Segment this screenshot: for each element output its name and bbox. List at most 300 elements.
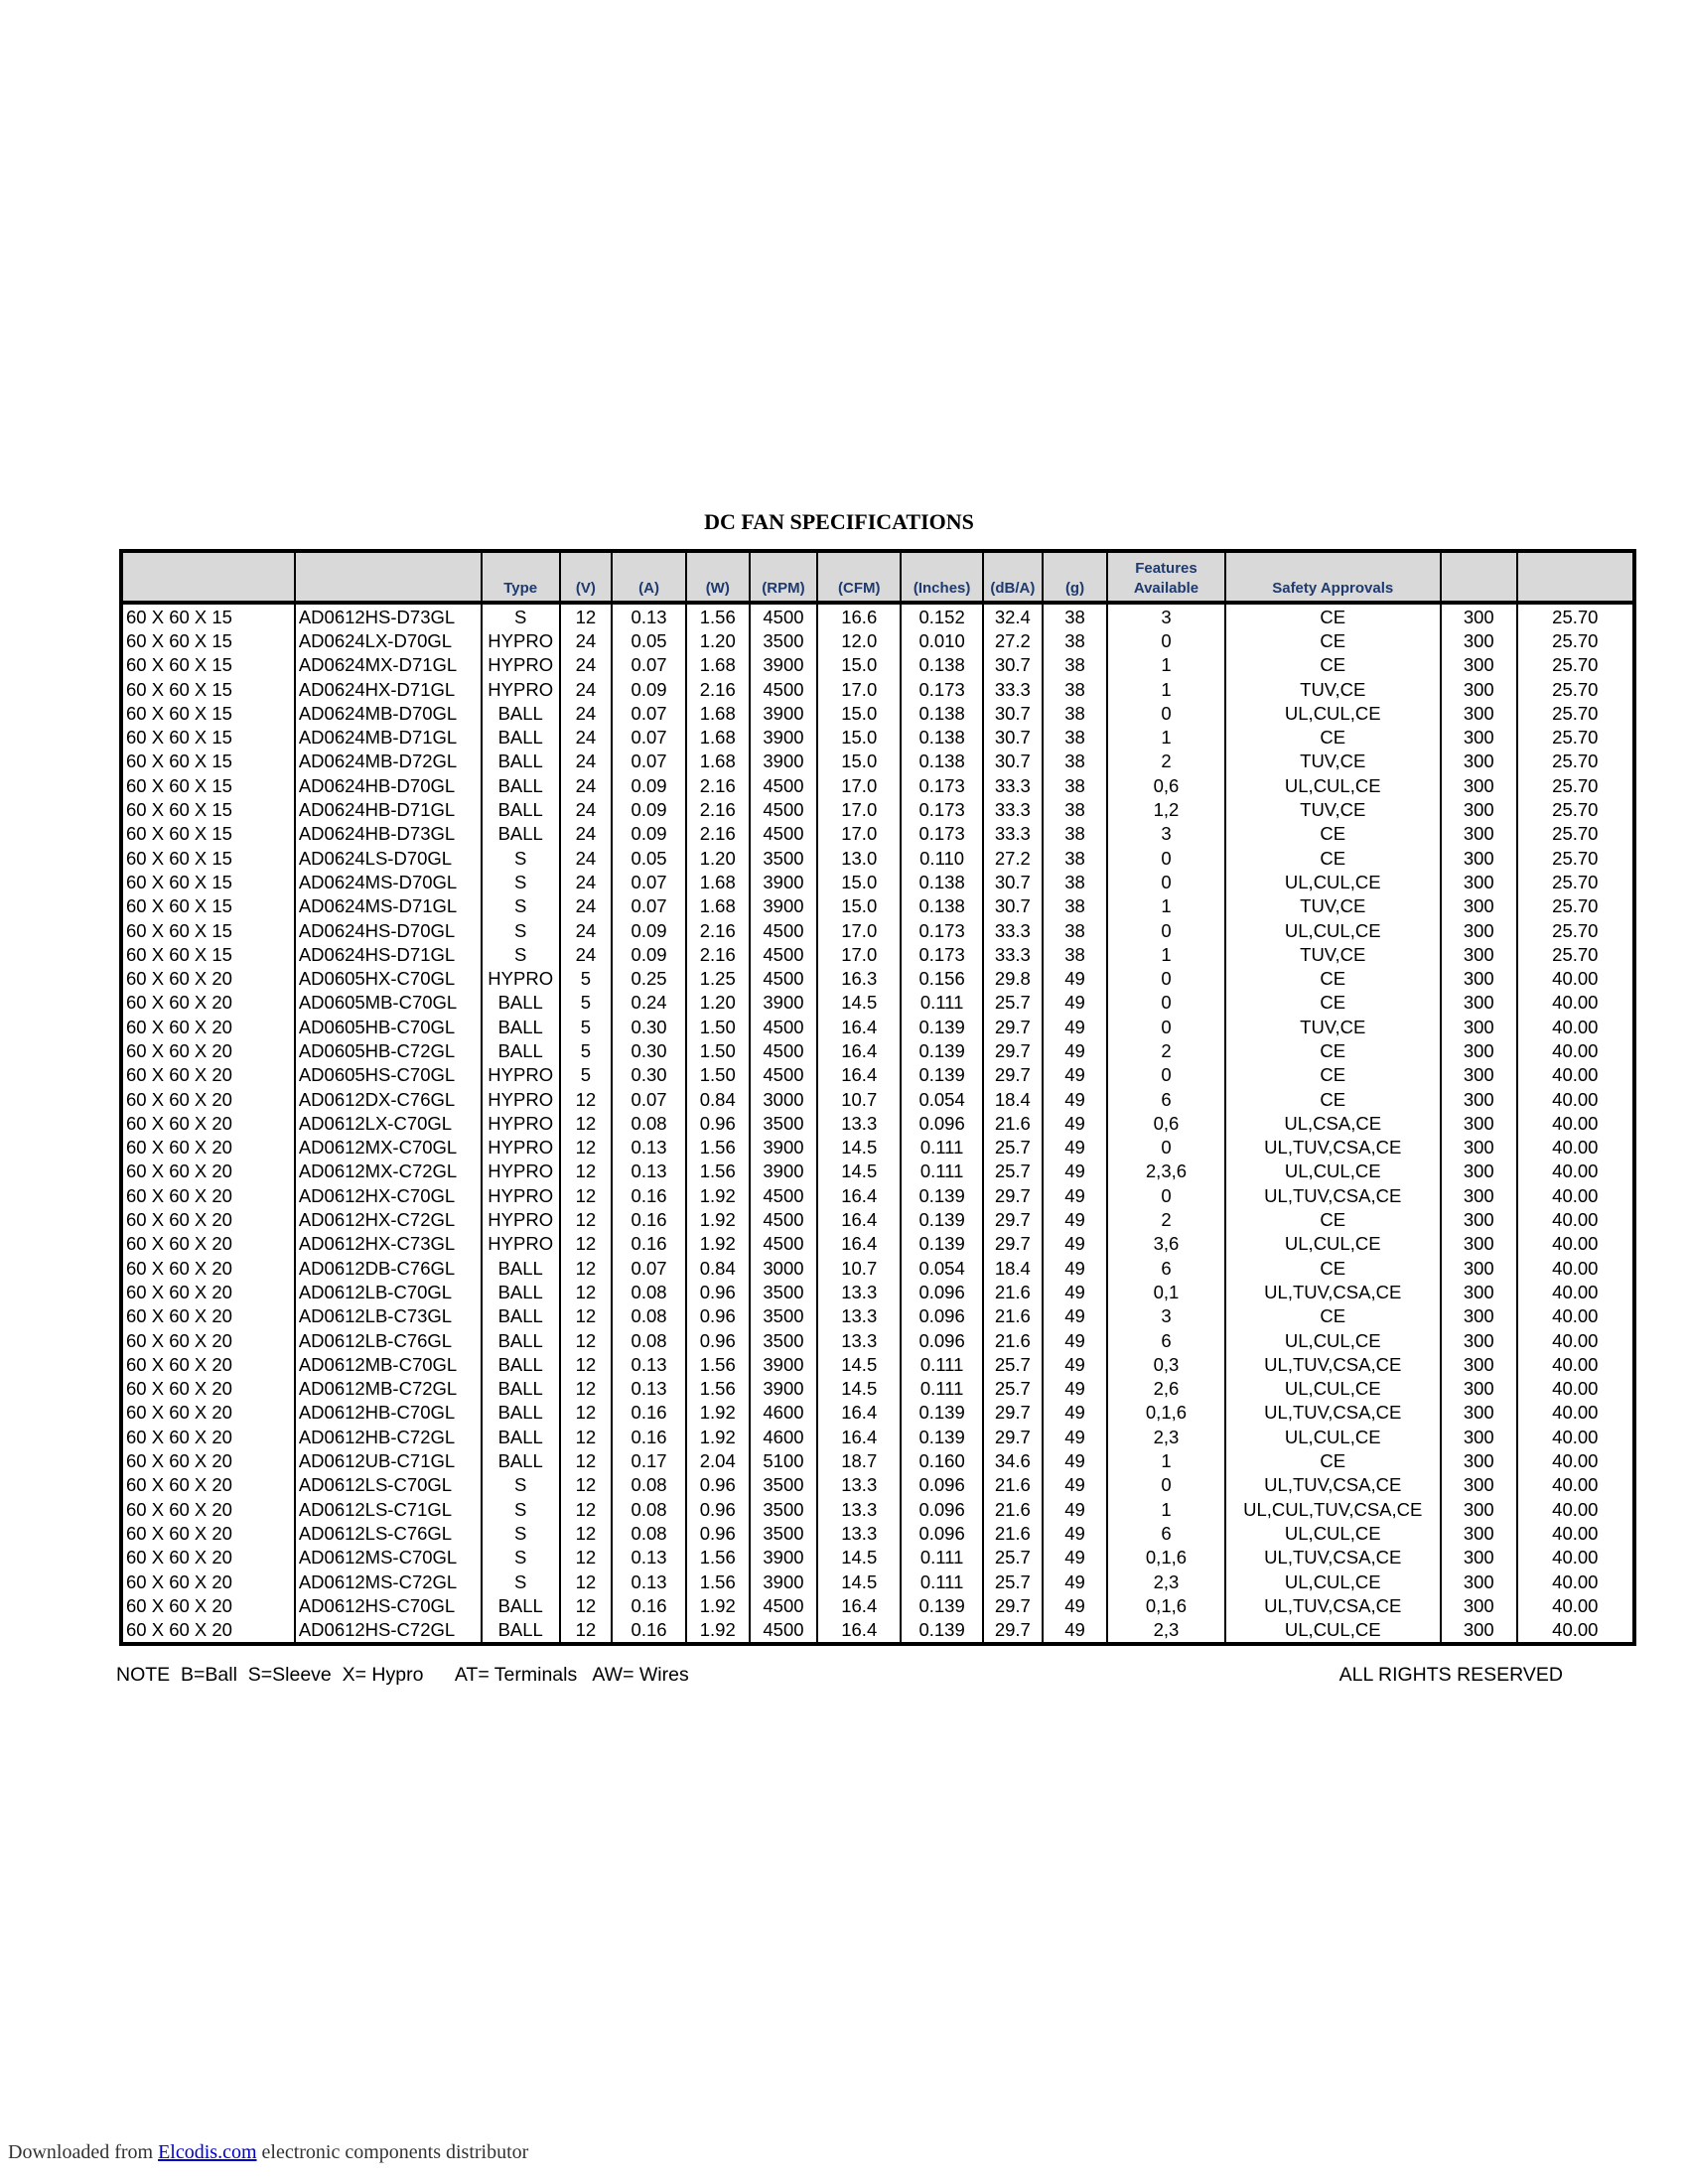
- cell-safety: UL,TUV,CSA,CE: [1225, 1546, 1441, 1570]
- cell-rpm: 4500: [750, 918, 818, 942]
- cell-weight: 49: [1043, 1497, 1108, 1521]
- cell-power: 1.92: [686, 1401, 750, 1425]
- cell-features: 0: [1107, 701, 1224, 725]
- cell-features: 6: [1107, 1087, 1224, 1111]
- table-row: [121, 1183, 1634, 1207]
- cell-current: 0.07: [612, 870, 686, 893]
- cell-noise: 25.7: [983, 1352, 1043, 1376]
- cell-cfm: 15.0: [817, 894, 901, 918]
- cell-safety: UL,TUV,CSA,CE: [1225, 1473, 1441, 1497]
- cell-pressure: 0.173: [901, 773, 983, 797]
- cell-type: BALL: [482, 750, 560, 773]
- cell-current: 0.07: [612, 653, 686, 677]
- cell-features: 1: [1107, 677, 1224, 701]
- cell-size: 60 X 60 X 20: [121, 1328, 295, 1352]
- cell-model: AD0612LX-C70GL: [295, 1111, 482, 1135]
- cell-safety: TUV,CE: [1225, 942, 1441, 966]
- table-row: [121, 870, 1634, 893]
- table-row: [121, 1352, 1634, 1376]
- cell-cfm: 16.4: [817, 1593, 901, 1617]
- cell-model: AD0624MB-D72GL: [295, 750, 482, 773]
- cell-noise: 33.3: [983, 773, 1043, 797]
- cell-type: BALL: [482, 1377, 560, 1401]
- cell-price: 40.00: [1517, 1473, 1634, 1497]
- cell-qty: 300: [1441, 846, 1517, 870]
- cell-current: 0.30: [612, 1015, 686, 1038]
- cell-type: BALL: [482, 725, 560, 749]
- cell-power: 0.96: [686, 1304, 750, 1328]
- cell-type: S: [482, 603, 560, 628]
- table-row: [121, 1593, 1634, 1617]
- cell-current: 0.09: [612, 942, 686, 966]
- cell-features: 1: [1107, 942, 1224, 966]
- cell-pressure: 0.139: [901, 1593, 983, 1617]
- cell-features: 1: [1107, 653, 1224, 677]
- cell-cfm: 13.0: [817, 846, 901, 870]
- cell-type: BALL: [482, 1352, 560, 1376]
- cell-type: HYPRO: [482, 1183, 560, 1207]
- cell-rpm: 3900: [750, 701, 818, 725]
- cell-cfm: 10.7: [817, 1087, 901, 1111]
- cell-qty: 300: [1441, 894, 1517, 918]
- cell-qty: 300: [1441, 603, 1517, 628]
- cell-cfm: 14.5: [817, 1136, 901, 1160]
- footer-prefix: Downloaded from: [8, 2141, 159, 2163]
- cell-type: HYPRO: [482, 677, 560, 701]
- cell-cfm: 16.6: [817, 603, 901, 628]
- cell-current: 0.08: [612, 1111, 686, 1135]
- cell-features: 0,3: [1107, 1352, 1224, 1376]
- cell-pressure: 0.138: [901, 870, 983, 893]
- cell-pressure: 0.139: [901, 1425, 983, 1448]
- cell-qty: 300: [1441, 1207, 1517, 1231]
- cell-model: AD0612MB-C72GL: [295, 1377, 482, 1401]
- cell-noise: 29.7: [983, 1207, 1043, 1231]
- cell-rpm: 4500: [750, 1015, 818, 1038]
- cell-power: 2.16: [686, 677, 750, 701]
- cell-rpm: 4500: [750, 1593, 818, 1617]
- cell-cfm: 16.4: [817, 1038, 901, 1062]
- cell-voltage: 24: [560, 628, 613, 652]
- cell-voltage: 12: [560, 1111, 613, 1135]
- cell-rpm: 4500: [750, 797, 818, 821]
- table-row: [121, 653, 1634, 677]
- cell-size: 60 X 60 X 15: [121, 628, 295, 652]
- cell-cfm: 16.4: [817, 1401, 901, 1425]
- cell-voltage: 24: [560, 822, 613, 846]
- cell-type: S: [482, 846, 560, 870]
- cell-pressure: 0.096: [901, 1328, 983, 1352]
- cell-price: 25.70: [1517, 942, 1634, 966]
- cell-pressure: 0.139: [901, 1183, 983, 1207]
- cell-voltage: 24: [560, 870, 613, 893]
- cell-current: 0.13: [612, 1352, 686, 1376]
- cell-cfm: 16.4: [817, 1015, 901, 1038]
- cell-features: 0: [1107, 628, 1224, 652]
- cell-voltage: 12: [560, 1232, 613, 1256]
- table-row: [121, 1304, 1634, 1328]
- cell-safety: UL,CUL,CE: [1225, 701, 1441, 725]
- cell-model: AD0624MS-D70GL: [295, 870, 482, 893]
- cell-weight: 49: [1043, 1038, 1108, 1062]
- cell-model: AD0612HB-C72GL: [295, 1425, 482, 1448]
- cell-size: 60 X 60 X 15: [121, 918, 295, 942]
- cell-type: HYPRO: [482, 966, 560, 990]
- cell-safety: UL,CUL,CE: [1225, 1617, 1441, 1643]
- cell-size: 60 X 60 X 20: [121, 1183, 295, 1207]
- cell-safety: CE: [1225, 628, 1441, 652]
- cell-qty: 300: [1441, 1497, 1517, 1521]
- cell-current: 0.09: [612, 797, 686, 821]
- cell-weight: 49: [1043, 1256, 1108, 1280]
- table-row: [121, 1160, 1634, 1183]
- table-row: [121, 1328, 1634, 1352]
- cell-size: 60 X 60 X 20: [121, 1136, 295, 1160]
- cell-current: 0.07: [612, 701, 686, 725]
- cell-voltage: 12: [560, 1256, 613, 1280]
- cell-voltage: 12: [560, 1497, 613, 1521]
- cell-power: 0.84: [686, 1256, 750, 1280]
- cell-pressure: 0.096: [901, 1521, 983, 1545]
- cell-safety: TUV,CE: [1225, 894, 1441, 918]
- cell-safety: UL,CUL,CE: [1225, 1521, 1441, 1545]
- cell-rpm: 4500: [750, 1038, 818, 1062]
- cell-weight: 49: [1043, 1546, 1108, 1570]
- col-header-price: [1517, 551, 1634, 603]
- cell-qty: 300: [1441, 942, 1517, 966]
- table-row: [121, 1232, 1634, 1256]
- cell-size: 60 X 60 X 20: [121, 1497, 295, 1521]
- cell-voltage: 12: [560, 1328, 613, 1352]
- cell-model: AD0624HS-D70GL: [295, 918, 482, 942]
- cell-features: 0: [1107, 1015, 1224, 1038]
- cell-size: 60 X 60 X 15: [121, 797, 295, 821]
- cell-power: 2.16: [686, 942, 750, 966]
- table-row: [121, 1377, 1634, 1401]
- cell-price: 25.70: [1517, 846, 1634, 870]
- cell-safety: CE: [1225, 1207, 1441, 1231]
- cell-power: 2.16: [686, 822, 750, 846]
- cell-safety: UL,TUV,CSA,CE: [1225, 1352, 1441, 1376]
- cell-size: 60 X 60 X 20: [121, 1352, 295, 1376]
- cell-qty: 300: [1441, 1425, 1517, 1448]
- cell-price: 40.00: [1517, 1570, 1634, 1593]
- cell-model: AD0612MB-C70GL: [295, 1352, 482, 1376]
- table-row: [121, 773, 1634, 797]
- cell-safety: CE: [1225, 1448, 1441, 1472]
- cell-power: 0.96: [686, 1111, 750, 1135]
- cell-noise: 29.7: [983, 1593, 1043, 1617]
- cell-safety: CE: [1225, 991, 1441, 1015]
- cell-size: 60 X 60 X 20: [121, 1570, 295, 1593]
- cell-voltage: 24: [560, 942, 613, 966]
- cell-type: HYPRO: [482, 1087, 560, 1111]
- cell-qty: 300: [1441, 628, 1517, 652]
- cell-qty: 300: [1441, 1352, 1517, 1376]
- cell-features: 2: [1107, 1038, 1224, 1062]
- cell-power: 1.68: [686, 750, 750, 773]
- cell-price: 25.70: [1517, 773, 1634, 797]
- cell-type: BALL: [482, 1593, 560, 1617]
- cell-size: 60 X 60 X 15: [121, 677, 295, 701]
- cell-model: AD0612LB-C76GL: [295, 1328, 482, 1352]
- cell-features: 2: [1107, 750, 1224, 773]
- cell-current: 0.16: [612, 1401, 686, 1425]
- cell-qty: 300: [1441, 1280, 1517, 1303]
- cell-safety: CE: [1225, 822, 1441, 846]
- cell-cfm: 15.0: [817, 701, 901, 725]
- cell-size: 60 X 60 X 20: [121, 1304, 295, 1328]
- cell-size: 60 X 60 X 15: [121, 942, 295, 966]
- cell-qty: 300: [1441, 966, 1517, 990]
- cell-rpm: 3000: [750, 1256, 818, 1280]
- cell-features: 0: [1107, 1183, 1224, 1207]
- cell-qty: 300: [1441, 918, 1517, 942]
- cell-current: 0.30: [612, 1063, 686, 1087]
- fan-spec-table: [119, 549, 1636, 1646]
- cell-price: 40.00: [1517, 1063, 1634, 1087]
- cell-weight: 38: [1043, 725, 1108, 749]
- cell-features: 0,6: [1107, 1111, 1224, 1135]
- cell-features: 0: [1107, 1136, 1224, 1160]
- cell-qty: 300: [1441, 1473, 1517, 1497]
- table-row: [121, 991, 1634, 1015]
- cell-cfm: 18.7: [817, 1448, 901, 1472]
- cell-qty: 300: [1441, 1087, 1517, 1111]
- cell-cfm: 15.0: [817, 653, 901, 677]
- cell-voltage: 12: [560, 1304, 613, 1328]
- cell-features: 6: [1107, 1521, 1224, 1545]
- cell-qty: 300: [1441, 1617, 1517, 1643]
- cell-current: 0.13: [612, 1377, 686, 1401]
- cell-weight: 38: [1043, 701, 1108, 725]
- cell-power: 1.92: [686, 1232, 750, 1256]
- cell-voltage: 12: [560, 1448, 613, 1472]
- cell-qty: 300: [1441, 1015, 1517, 1038]
- cell-features: 1: [1107, 725, 1224, 749]
- cell-cfm: 15.0: [817, 725, 901, 749]
- cell-features: 0: [1107, 991, 1224, 1015]
- cell-cfm: 13.3: [817, 1304, 901, 1328]
- cell-noise: 27.2: [983, 628, 1043, 652]
- cell-power: 2.16: [686, 918, 750, 942]
- cell-price: 40.00: [1517, 1136, 1634, 1160]
- cell-model: AD0624HX-D71GL: [295, 677, 482, 701]
- cell-model: AD0612HX-C72GL: [295, 1207, 482, 1231]
- cell-size: 60 X 60 X 20: [121, 1473, 295, 1497]
- cell-size: 60 X 60 X 15: [121, 750, 295, 773]
- cell-features: 1,2: [1107, 797, 1224, 821]
- col-header-power: (W): [686, 551, 750, 603]
- cell-qty: 300: [1441, 1160, 1517, 1183]
- table-row: [121, 918, 1634, 942]
- cell-type: HYPRO: [482, 1160, 560, 1183]
- cell-power: 1.20: [686, 628, 750, 652]
- cell-noise: 29.7: [983, 1038, 1043, 1062]
- cell-type: BALL: [482, 1038, 560, 1062]
- cell-safety: UL,TUV,CSA,CE: [1225, 1593, 1441, 1617]
- cell-qty: 300: [1441, 1304, 1517, 1328]
- cell-safety: UL,CUL,CE: [1225, 773, 1441, 797]
- cell-pressure: 0.111: [901, 1136, 983, 1160]
- cell-qty: 300: [1441, 1546, 1517, 1570]
- cell-model: AD0612MX-C70GL: [295, 1136, 482, 1160]
- cell-weight: 49: [1043, 1280, 1108, 1303]
- cell-voltage: 24: [560, 846, 613, 870]
- table-row: [121, 966, 1634, 990]
- cell-weight: 49: [1043, 1521, 1108, 1545]
- cell-pressure: 0.054: [901, 1256, 983, 1280]
- cell-type: S: [482, 1521, 560, 1545]
- cell-pressure: 0.173: [901, 797, 983, 821]
- cell-current: 0.13: [612, 1546, 686, 1570]
- cell-features: 0: [1107, 1473, 1224, 1497]
- cell-cfm: 13.3: [817, 1473, 901, 1497]
- cell-cfm: 14.5: [817, 991, 901, 1015]
- cell-cfm: 13.3: [817, 1280, 901, 1303]
- cell-size: 60 X 60 X 15: [121, 846, 295, 870]
- cell-price: 25.70: [1517, 750, 1634, 773]
- cell-cfm: 13.3: [817, 1111, 901, 1135]
- cell-rpm: 3500: [750, 1280, 818, 1303]
- cell-weight: 49: [1043, 1111, 1108, 1135]
- cell-rpm: 3500: [750, 1328, 818, 1352]
- cell-size: 60 X 60 X 15: [121, 653, 295, 677]
- cell-noise: 33.3: [983, 942, 1043, 966]
- cell-qty: 300: [1441, 1232, 1517, 1256]
- cell-size: 60 X 60 X 15: [121, 870, 295, 893]
- table-row: [121, 797, 1634, 821]
- cell-qty: 300: [1441, 1136, 1517, 1160]
- cell-model: AD0612LB-C70GL: [295, 1280, 482, 1303]
- cell-weight: 38: [1043, 846, 1108, 870]
- cell-qty: 300: [1441, 991, 1517, 1015]
- cell-type: BALL: [482, 773, 560, 797]
- cell-size: 60 X 60 X 20: [121, 1232, 295, 1256]
- col-header-pressure: (Inches): [901, 551, 983, 603]
- title-text: DC FAN SPECIFICATIONS: [704, 509, 974, 534]
- cell-current: 0.16: [612, 1617, 686, 1643]
- cell-price: 40.00: [1517, 1111, 1634, 1135]
- cell-safety: TUV,CE: [1225, 797, 1441, 821]
- table-row: [121, 1207, 1634, 1231]
- cell-size: 60 X 60 X 20: [121, 1546, 295, 1570]
- cell-type: BALL: [482, 701, 560, 725]
- cell-safety: CE: [1225, 1063, 1441, 1087]
- cell-model: AD0624HS-D71GL: [295, 942, 482, 966]
- cell-weight: 38: [1043, 942, 1108, 966]
- cell-pressure: 0.096: [901, 1280, 983, 1303]
- cell-current: 0.16: [612, 1232, 686, 1256]
- cell-size: 60 X 60 X 20: [121, 1521, 295, 1545]
- cell-pressure: 0.152: [901, 603, 983, 628]
- cell-cfm: 16.4: [817, 1425, 901, 1448]
- table-row: [121, 942, 1634, 966]
- cell-features: 0,1,6: [1107, 1593, 1224, 1617]
- cell-voltage: 12: [560, 1617, 613, 1643]
- cell-noise: 30.7: [983, 653, 1043, 677]
- elcodis-link[interactable]: Elcodis.com: [158, 2141, 257, 2163]
- cell-type: S: [482, 894, 560, 918]
- cell-voltage: 12: [560, 1473, 613, 1497]
- cell-noise: 30.7: [983, 870, 1043, 893]
- cell-rpm: 3900: [750, 1570, 818, 1593]
- cell-pressure: 0.111: [901, 991, 983, 1015]
- cell-type: BALL: [482, 1448, 560, 1472]
- cell-pressure: 0.138: [901, 653, 983, 677]
- cell-current: 0.25: [612, 966, 686, 990]
- cell-rpm: 3500: [750, 628, 818, 652]
- cell-power: 1.56: [686, 1570, 750, 1593]
- cell-current: 0.24: [612, 991, 686, 1015]
- cell-current: 0.08: [612, 1328, 686, 1352]
- cell-safety: UL,CUL,CE: [1225, 870, 1441, 893]
- cell-rpm: 4500: [750, 773, 818, 797]
- cell-current: 0.08: [612, 1304, 686, 1328]
- table-row: [121, 1546, 1634, 1570]
- cell-features: 0,1: [1107, 1280, 1224, 1303]
- cell-qty: 300: [1441, 1038, 1517, 1062]
- cell-voltage: 24: [560, 918, 613, 942]
- cell-rpm: 4500: [750, 1063, 818, 1087]
- cell-cfm: 12.0: [817, 628, 901, 652]
- col-header-voltage: (V): [560, 551, 613, 603]
- cell-weight: 38: [1043, 750, 1108, 773]
- cell-power: 1.68: [686, 701, 750, 725]
- cell-voltage: 12: [560, 1160, 613, 1183]
- cell-size: 60 X 60 X 15: [121, 822, 295, 846]
- cell-safety: UL,CUL,CE: [1225, 1377, 1441, 1401]
- cell-size: 60 X 60 X 20: [121, 1038, 295, 1062]
- cell-rpm: 4500: [750, 677, 818, 701]
- cell-price: 25.70: [1517, 653, 1634, 677]
- cell-rpm: 4500: [750, 942, 818, 966]
- table-row: [121, 677, 1634, 701]
- cell-current: 0.16: [612, 1207, 686, 1231]
- page-title: [0, 509, 1688, 535]
- cell-rpm: 3500: [750, 846, 818, 870]
- cell-rpm: 3900: [750, 653, 818, 677]
- cell-pressure: 0.139: [901, 1207, 983, 1231]
- cell-type: BALL: [482, 991, 560, 1015]
- cell-features: 2,3: [1107, 1425, 1224, 1448]
- cell-pressure: 0.139: [901, 1063, 983, 1087]
- cell-model: AD0624MB-D70GL: [295, 701, 482, 725]
- cell-noise: 25.7: [983, 1160, 1043, 1183]
- cell-size: 60 X 60 X 20: [121, 1160, 295, 1183]
- cell-features: 0: [1107, 918, 1224, 942]
- col-header-current: (A): [612, 551, 686, 603]
- cell-price: 40.00: [1517, 991, 1634, 1015]
- table-row: [121, 1497, 1634, 1521]
- cell-pressure: 0.138: [901, 750, 983, 773]
- cell-cfm: 10.7: [817, 1256, 901, 1280]
- cell-pressure: 0.139: [901, 1401, 983, 1425]
- cell-model: AD0612MX-C72GL: [295, 1160, 482, 1183]
- cell-type: HYPRO: [482, 1063, 560, 1087]
- cell-size: 60 X 60 X 20: [121, 1087, 295, 1111]
- table-row: [121, 1570, 1634, 1593]
- cell-safety: UL,CUL,CE: [1225, 1425, 1441, 1448]
- cell-model: AD0624HB-D71GL: [295, 797, 482, 821]
- cell-weight: 38: [1043, 677, 1108, 701]
- table-row: [121, 1136, 1634, 1160]
- cell-price: 25.70: [1517, 894, 1634, 918]
- cell-qty: 300: [1441, 1570, 1517, 1593]
- cell-noise: 18.4: [983, 1087, 1043, 1111]
- cell-cfm: 16.4: [817, 1063, 901, 1087]
- cell-model: AD0612HX-C70GL: [295, 1183, 482, 1207]
